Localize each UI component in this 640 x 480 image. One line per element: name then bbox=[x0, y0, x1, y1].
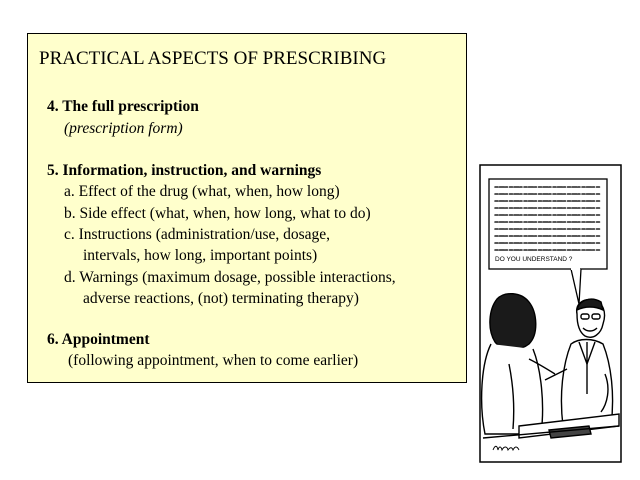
speech-bubble-text: DO YOU UNDERSTAND ? bbox=[495, 256, 573, 263]
section-5-item-c-line1: c. Instructions (administration/use, dosage, bbox=[64, 226, 331, 243]
section-4-heading: 4. The full prescription bbox=[47, 98, 199, 115]
section-5-item-b: b. Side effect (what, when, how long, what to do) bbox=[64, 205, 371, 222]
slide-title: PRACTICAL ASPECTS OF PRESCRIBING bbox=[39, 48, 387, 69]
section-4-note: (prescription form) bbox=[64, 120, 183, 137]
section-5-item-c-line2: intervals, how long, important points) bbox=[83, 247, 318, 264]
section-5-item-a: a. Effect of the drug (what, when, how long) bbox=[64, 183, 340, 200]
section-6-note: (following appointment, when to come earlier) bbox=[68, 352, 359, 369]
content-panel bbox=[27, 33, 467, 383]
section-5-heading: 5. Information, instruction, and warnings bbox=[47, 162, 322, 179]
doctor-patient-cartoon bbox=[479, 164, 622, 463]
section-6-heading: 6. Appointment bbox=[47, 331, 150, 348]
section-5-item-d-line1: d. Warnings (maximum dosage, possible interactions, bbox=[64, 269, 396, 286]
section-5-item-d-line2: adverse reactions, (not) terminating therapy) bbox=[83, 290, 359, 307]
